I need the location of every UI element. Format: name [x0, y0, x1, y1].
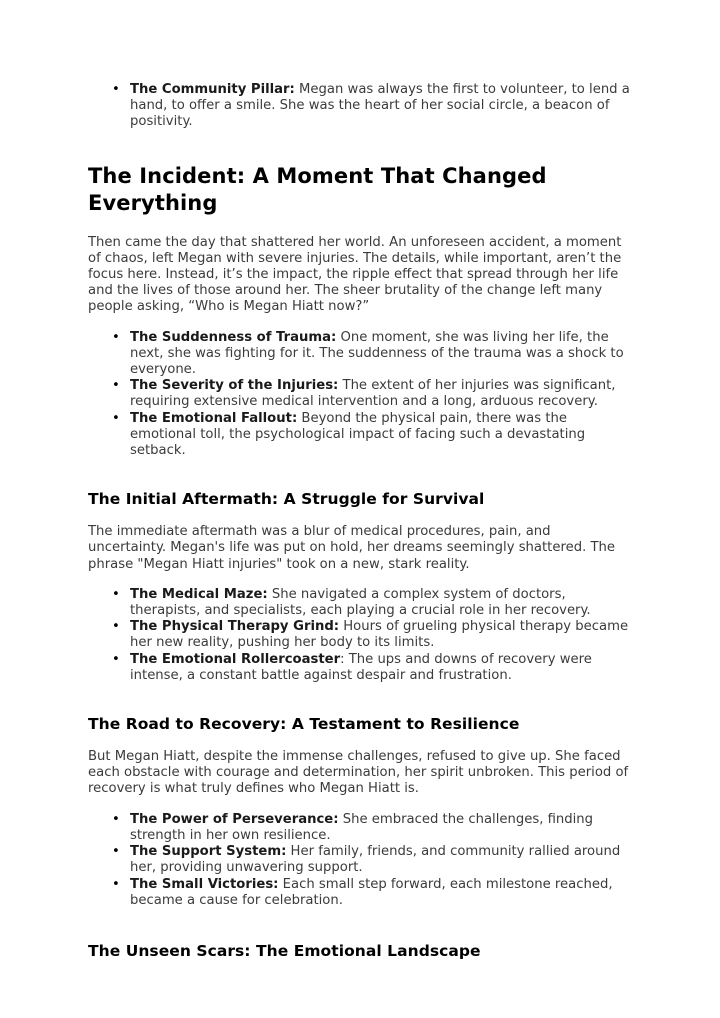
heading-road-to-recovery: The Road to Recovery: A Testament to Resilience	[88, 715, 520, 734]
list-item-text: Her family, friends, and community rallied around her, providing unwavering support.	[130, 844, 621, 876]
list-item-lead: The Small Victories:	[130, 876, 279, 892]
heading-the-incident: The Incident: A Moment That Changed Everything	[88, 163, 547, 215]
bullet-icon: •	[112, 378, 120, 394]
list-item-lead: The Power of Perseverance:	[130, 811, 339, 827]
bullet-icon: •	[112, 844, 120, 860]
heading-unseen-scars: The Unseen Scars: The Emotional Landscape	[88, 941, 481, 960]
community-pillar-list	[88, 82, 632, 131]
list-item-lead: The Support System:	[130, 844, 287, 860]
bullet-icon: •	[112, 651, 120, 667]
list-item-lead: The Suddenness of Trauma:	[130, 329, 337, 345]
bullet-icon: •	[112, 876, 120, 892]
document-content	[88, 82, 632, 962]
list-item-text: The extent of her injuries was significant, requiring extensive medical intervention and a long, arduous recovery.	[130, 378, 616, 410]
list-item	[88, 587, 632, 619]
list-item-lead: The Physical Therapy Grind:	[130, 619, 340, 635]
list-item	[88, 411, 632, 460]
list-item	[88, 619, 632, 651]
recovery-list	[88, 812, 632, 909]
list-item-lead: The Emotional Fallout:	[130, 410, 298, 426]
bullet-icon: •	[112, 410, 120, 426]
list-item-lead: The Emotional Rollercoaster	[130, 651, 341, 667]
bullet-icon: •	[112, 619, 120, 635]
paragraph-the-incident: Then came the day that shattered her world. An unforeseen accident, a moment of chaos, left Megan with severe injuries. The details, while important, aren’t the focus here. Instead, it’s the impact, the ripple effect that spread through her life and the lives of those around her. The sheer brutality of the change left many people asking, “Who is Megan Hiatt now?”	[88, 234, 622, 315]
list-item-lead: The Medical Maze:	[130, 586, 268, 602]
list-item-text: : The ups and downs of recovery were intense, a constant battle against despair and frustration.	[130, 651, 592, 683]
list-item-text: Megan was always the first to volunteer, to lend a hand, to offer a smile. She was the heart of her social circle, a beacon of positivity.	[130, 82, 630, 130]
list-item-text: Each small step forward, each milestone reached, became a cause for celebration.	[130, 876, 613, 908]
bullet-icon: •	[112, 329, 120, 345]
list-item	[88, 877, 632, 909]
list-item	[88, 652, 632, 684]
incident-impact-list	[88, 330, 632, 460]
list-item-text: One moment, she was living her life, the next, she was fighting for it. The suddenness of the trauma was a shock to everyone.	[130, 329, 624, 378]
list-item	[88, 82, 632, 131]
bullet-icon: •	[112, 811, 120, 827]
list-item-text: Hours of grueling physical therapy became her new reality, pushing her body to its limits.	[130, 619, 629, 651]
list-item-text: She embraced the challenges, finding strength in her own resilience.	[130, 811, 594, 843]
list-item-text: She navigated a complex system of doctors, therapists, and specialists, each playing a crucial role in her recovery.	[130, 586, 591, 619]
list-item-lead: The Community Pillar:	[130, 82, 295, 97]
paragraph-road-to-recovery: But Megan Hiatt, despite the immense challenges, refused to give up. She faced each obstacle with courage and determination, her spirit unbroken. This period of recovery is what truly defines who Megan Hiatt is.	[88, 749, 629, 797]
list-item	[88, 812, 632, 844]
list-item-lead: The Severity of the Injuries:	[130, 378, 339, 394]
list-item	[88, 330, 632, 379]
paragraph-initial-aftermath: The immediate aftermath was a blur of medical procedures, pain, and uncertainty. Megan's life was put on hold, her dreams seemingly shattered. The phrase "Megan Hiatt injuries" took on a new, stark reality.	[88, 524, 615, 572]
list-item	[88, 844, 632, 876]
list-item-text: Beyond the physical pain, there was the emotional toll, the psychological impact of facing such a devastating setback.	[130, 410, 586, 459]
bullet-icon: •	[112, 586, 120, 602]
heading-initial-aftermath: The Initial Aftermath: A Struggle for Survival	[88, 490, 485, 509]
bullet-icon: •	[112, 82, 120, 97]
aftermath-list	[88, 587, 632, 684]
list-item	[88, 378, 632, 410]
